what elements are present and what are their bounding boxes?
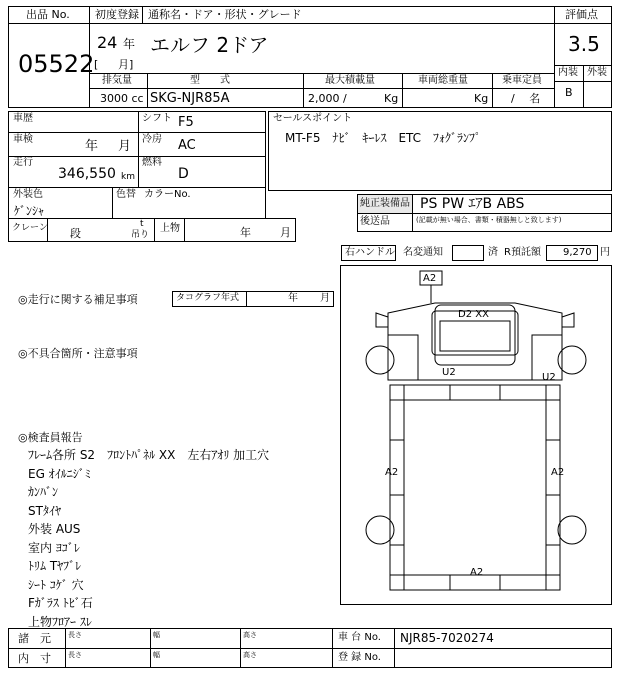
mark-left-u2: U2	[442, 367, 456, 378]
crane-box	[8, 218, 296, 242]
displacement-value: 3000 cc	[100, 92, 144, 105]
interior-dims-label: 内 寸	[18, 652, 51, 665]
color-code-label: カラーNo.	[144, 189, 191, 200]
dims-height-label: 高さ	[243, 631, 257, 639]
interior-width-label: 幅	[153, 651, 160, 659]
lot-label: 出品 No.	[26, 8, 70, 21]
sales-label: セールスポイント	[273, 113, 353, 124]
crane-stage: 段	[70, 227, 81, 240]
inspector-line: 上物ﾌﾛｱｰ ｽﾚ	[28, 614, 92, 629]
inspector-report	[28, 446, 269, 631]
upper-year: 年	[240, 226, 251, 239]
inspector-line: ﾄﾘﾑ Tﾔﾌﾞﾚ	[28, 559, 82, 573]
mark-right-u2: U2	[542, 372, 556, 383]
lot-number: 05522	[18, 50, 95, 78]
inspector-line: ﾌﾚｰﾑ各所 S2 ﾌﾛﾝﾄﾊﾟﾈﾙ XX 左右ｱｵﾘ 加工穴	[28, 448, 270, 462]
front-left-wheel	[366, 346, 394, 374]
interior-height-label: 高さ	[243, 651, 257, 659]
crane-t: t	[140, 219, 144, 229]
score-label: 評価点	[565, 8, 598, 21]
inspector-line: EG ｵｲﾙﾆｼﾞﾐ	[28, 466, 91, 481]
inspector-label: ◎検査員報告	[18, 431, 83, 444]
dims-label: 諸 元	[18, 632, 51, 645]
inspection-year: 年	[85, 139, 99, 154]
right-mirror	[562, 313, 574, 327]
shift-label: シフト	[142, 113, 172, 124]
registration-label: 登 録 No.	[338, 652, 381, 663]
mileage-value: 346,550	[58, 166, 116, 182]
inspector-line: Fｶﾞﾗｽ ﾄﾋﾞ石	[28, 596, 93, 610]
history-label: 車歴	[13, 113, 33, 124]
ac-label: 冷房	[142, 134, 162, 145]
reg-month-open: [	[94, 58, 99, 71]
gross-weight-label: 車両総重量	[418, 75, 468, 86]
exterior-label: 外装	[587, 67, 607, 78]
inspector-line: ｼｰﾄ ｺｹﾞ 穴	[28, 577, 84, 592]
dims-width-label: 幅	[153, 631, 160, 639]
dash	[440, 321, 510, 351]
upper-month: 月	[280, 226, 291, 239]
interior-grade: B	[565, 86, 573, 99]
defects-label: ◎不具合箇所・注意事項	[18, 347, 138, 360]
name-change-label: 名変通知	[403, 247, 443, 258]
fuel-value: D	[178, 166, 189, 182]
first-reg-label: 初度登録	[95, 8, 139, 21]
reg-year: 24	[97, 33, 118, 52]
chassis-number: NJR85-7020274	[400, 631, 494, 645]
max-load-label: 最大積載量	[325, 75, 375, 86]
gross-weight-unit: Kg	[474, 92, 489, 105]
mark-right-a2: A2	[551, 467, 565, 478]
color-value: ｹﾞﾝｼｬ	[14, 204, 45, 218]
name-change-box	[452, 245, 484, 261]
recycle-label: R預託額	[504, 247, 541, 258]
tachograph-year: 年	[288, 293, 298, 304]
rear-right-wheel	[558, 516, 586, 544]
cargo-bed	[390, 385, 560, 590]
tachograph-label: タコグラフ年式	[176, 293, 240, 303]
mileage-label: 走行	[13, 157, 33, 168]
max-load-value: 2,000 /	[308, 92, 347, 105]
ac-value: AC	[178, 138, 196, 153]
color-label: 外装色	[13, 189, 43, 200]
fuel-label: 燃料	[142, 157, 162, 168]
steering-value: 右ハンドル	[345, 247, 395, 258]
vehicle-diagram	[340, 265, 612, 605]
crane-label: クレーン	[12, 223, 48, 233]
name-label: 通称名・ドア・形状・グレード	[148, 8, 302, 21]
tachograph-month: 月	[320, 293, 330, 304]
mark-cab-d2: D2 XX	[458, 309, 489, 320]
crane-hook: 吊り	[131, 230, 150, 240]
model-name: エルフ 2ドア	[150, 33, 269, 57]
inspector-line: STﾀｲﾔ	[28, 503, 61, 518]
inspector-line: ｶﾝﾊﾞﾝ	[28, 485, 59, 499]
upper-label: 上物	[160, 223, 180, 234]
inspector-line: 室内 ﾖｺﾞﾚ	[28, 540, 80, 555]
interior-length-label: 長さ	[68, 651, 82, 659]
mark-left-a2: A2	[385, 467, 399, 478]
capacity-label: 乗車定員	[502, 75, 542, 86]
equipment-text: PS PW ｴｱB ABS	[420, 196, 525, 212]
recycle-amount: 9,270	[563, 247, 592, 258]
score-value: 3.5	[568, 32, 600, 56]
max-load-unit: Kg	[384, 92, 399, 105]
equipment-label: 純正装備品	[360, 198, 410, 209]
driving-notes-label: ◎走行に関する補足事項	[18, 293, 138, 306]
reg-month-unit: 月]	[118, 58, 134, 71]
inspection-month: 月	[118, 139, 132, 154]
recycle-mark: 済	[488, 247, 498, 258]
model-code: SKG-NJR85A	[150, 91, 230, 106]
mark-rear-a2: A2	[470, 567, 484, 578]
color-change-label: 色替	[116, 189, 136, 200]
details-box	[8, 111, 266, 219]
interior-label: 内装	[558, 67, 578, 78]
reg-year-unit: 年	[123, 37, 136, 51]
inspection-label: 車検	[13, 134, 33, 145]
capacity-value: / 名	[511, 92, 541, 105]
left-door	[388, 335, 418, 380]
aftermarket-label: 後送品	[360, 216, 390, 227]
yen-label: 円	[600, 247, 610, 258]
inspector-line: 外装 AUS	[28, 522, 81, 536]
mark-front-a2: A2	[423, 273, 437, 284]
shift-value: F5	[178, 115, 194, 130]
dims-length-label: 長さ	[68, 631, 82, 639]
aftermarket-note: (記載が無い場合、書類・積器無しと致します)	[416, 216, 562, 224]
displacement-label: 排気量	[102, 75, 132, 86]
mileage-unit: km	[121, 172, 135, 182]
sales-text: MT-F5 ﾅﾋﾞ ｷｰﾚｽ ETC ﾌｫｸﾞﾗﾝﾌﾟ	[285, 131, 482, 145]
model-type-label: 型 式	[190, 75, 230, 86]
chassis-label: 車 台 No.	[338, 632, 381, 643]
left-mirror	[376, 313, 388, 327]
